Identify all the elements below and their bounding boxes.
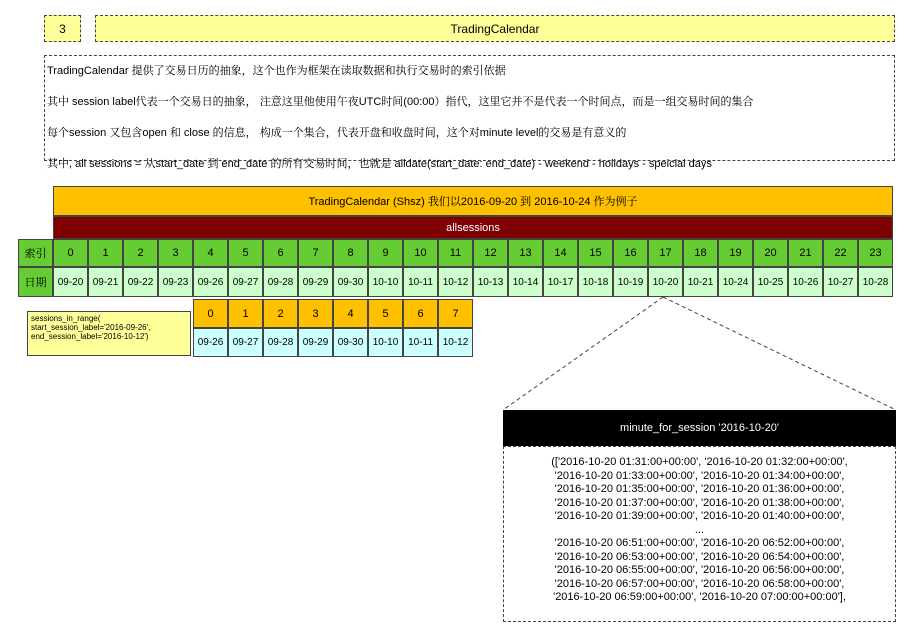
session-index-cell: 1 [88, 239, 123, 267]
range-index-cell: 5 [368, 299, 403, 328]
range-date-cell: 09-27 [228, 328, 263, 357]
minute-line: '2016-10-20 06:57:00+00:00', '2016-10-20 06:58:00+00:00', [554, 577, 845, 590]
range-date-cell: 09-29 [298, 328, 333, 357]
session-index-cell: 9 [368, 239, 403, 267]
session-index-cell: 8 [333, 239, 368, 267]
session-date-cell: 09-21 [88, 267, 123, 297]
description-line: TradingCalendar 提供了交易日历的抽象，这个也作为框架在读取数据和执行交易时的索引依据 [47, 65, 506, 77]
session-date-cell: 10-18 [578, 267, 613, 297]
session-date-cell: 10-27 [823, 267, 858, 297]
session-index-cell: 17 [648, 239, 683, 267]
session-date-cell: 09-29 [298, 267, 333, 297]
session-date-cell: 10-26 [788, 267, 823, 297]
session-index-cell: 12 [473, 239, 508, 267]
range-date-cell: 10-10 [368, 328, 403, 357]
session-index-cell: 7 [298, 239, 333, 267]
session-date-cell: 10-14 [508, 267, 543, 297]
minute-line: '2016-10-20 06:53:00+00:00', '2016-10-20 06:54:00+00:00', [554, 550, 845, 563]
session-date-cell: 10-28 [858, 267, 893, 297]
session-index-cell: 4 [193, 239, 228, 267]
index-row-label: 索引 [18, 239, 53, 267]
session-date-cell: 10-11 [403, 267, 438, 297]
minute-line: '2016-10-20 01:37:00+00:00', '2016-10-20 01:38:00+00:00', [554, 496, 845, 509]
session-date-cell: 10-20 [648, 267, 683, 297]
note-line: end_session_label='2016-10-12') [31, 332, 149, 341]
minute-line: '2016-10-20 06:59:00+00:00', '2016-10-20 07:00:00+00:00'], [553, 591, 846, 603]
session-index-cell: 18 [683, 239, 718, 267]
session-date-cell: 09-26 [193, 267, 228, 297]
session-index-cell: 6 [263, 239, 298, 267]
minute-line: (['2016-10-20 01:31:00+00:00', '2016-10-20 01:32:00+00:00', [551, 456, 848, 468]
session-date-cell: 10-12 [438, 267, 473, 297]
session-date-cell: 09-27 [228, 267, 263, 297]
minute-line: '2016-10-20 06:55:00+00:00', '2016-10-20 06:56:00+00:00', [554, 564, 845, 576]
range-date-cell: 10-11 [403, 328, 438, 357]
session-date-cell: 10-21 [683, 267, 718, 297]
session-index-cell: 21 [788, 239, 823, 267]
session-index-cell: 22 [823, 239, 858, 267]
range-date-cell: 09-30 [333, 328, 368, 357]
range-index-cell: 3 [298, 299, 333, 328]
session-index-cell: 19 [718, 239, 753, 267]
minute-for-session-title: minute_for_session '2016-10-20' [620, 422, 779, 434]
range-date-cell: 09-28 [263, 328, 298, 357]
session-index-cell: 23 [858, 239, 893, 267]
session-date-cell: 09-30 [333, 267, 368, 297]
session-index-cell: 16 [613, 239, 648, 267]
session-date-cell: 10-25 [753, 267, 788, 297]
minute-for-session-header [503, 410, 896, 446]
range-index-cell: 7 [438, 299, 473, 328]
description-line: 其中 session label代表一个交易日的抽象， 注意这里他使用午夜UTC时间(00:00）指代，这里它并不是代表一个时间点，而是一组交易时间的集合 [47, 96, 754, 108]
minute-line: '2016-10-20 01:35:00+00:00', '2016-10-20 01:36:00+00:00', [554, 483, 845, 495]
session-date-cell: 10-24 [718, 267, 753, 297]
connector-right [663, 297, 896, 410]
session-index-cell: 3 [158, 239, 193, 267]
range-date-cell: 10-12 [438, 328, 473, 357]
session-index-cell: 0 [53, 239, 88, 267]
range-index-cell: 2 [263, 299, 298, 328]
calendar-title: TradingCalendar (Shsz) 我们以2016-09-20 到 2016-10-24 作为例子 [308, 196, 638, 208]
session-date-cell: 10-17 [543, 267, 578, 297]
range-date-cell: 09-26 [193, 328, 228, 357]
minute-line: ... [694, 523, 705, 536]
session-index-cell: 15 [578, 239, 613, 267]
note-line: start_session_label='2016-09-26', [31, 323, 151, 332]
description-line: 每个session 又包含open 和 close 的信息， 构成一个集合，代表开盘和收盘时间，这个对minute level的交易是有意义的 [47, 127, 627, 139]
session-date-cell: 09-23 [158, 267, 193, 297]
session-index-cell: 14 [543, 239, 578, 267]
section-title-text: TradingCalendar [450, 21, 540, 36]
minute-line: '2016-10-20 01:39:00+00:00', '2016-10-20 01:40:00+00:00', [554, 510, 845, 522]
session-index-cell: 5 [228, 239, 263, 267]
range-index-cell: 0 [193, 299, 228, 328]
session-index-cell: 13 [508, 239, 543, 267]
description-line: 其中, all sessions = 从start_date 到 end_date 的所有交易时间，也就是 alldate(start_date: end_date) - weekend - holidays - speiclal days [47, 158, 712, 170]
session-date-cell: 10-13 [473, 267, 508, 297]
range-index-cell: 1 [228, 299, 263, 328]
section-number-text: 3 [59, 21, 66, 36]
allsessions-label: allsessions [446, 221, 500, 234]
session-date-cell: 09-20 [53, 267, 88, 297]
session-index-cell: 11 [438, 239, 473, 267]
minute-for-session-list [503, 446, 896, 622]
date-row-label: 日期 [18, 267, 53, 297]
session-date-cell: 09-22 [123, 267, 158, 297]
session-index-cell: 2 [123, 239, 158, 267]
session-index-cell: 10 [403, 239, 438, 267]
range-index-cell: 4 [333, 299, 368, 328]
note-line: sessions_in_range( [31, 314, 101, 323]
session-index-cell: 20 [753, 239, 788, 267]
connector-left [503, 297, 663, 410]
session-date-cell: 10-19 [613, 267, 648, 297]
range-index-cell: 6 [403, 299, 438, 328]
minute-line: '2016-10-20 06:51:00+00:00', '2016-10-20 06:52:00+00:00', [554, 537, 845, 549]
minute-line: '2016-10-20 01:33:00+00:00', '2016-10-20 01:34:00+00:00', [554, 469, 845, 482]
session-date-cell: 10-10 [368, 267, 403, 297]
session-date-cell: 09-28 [263, 267, 298, 297]
